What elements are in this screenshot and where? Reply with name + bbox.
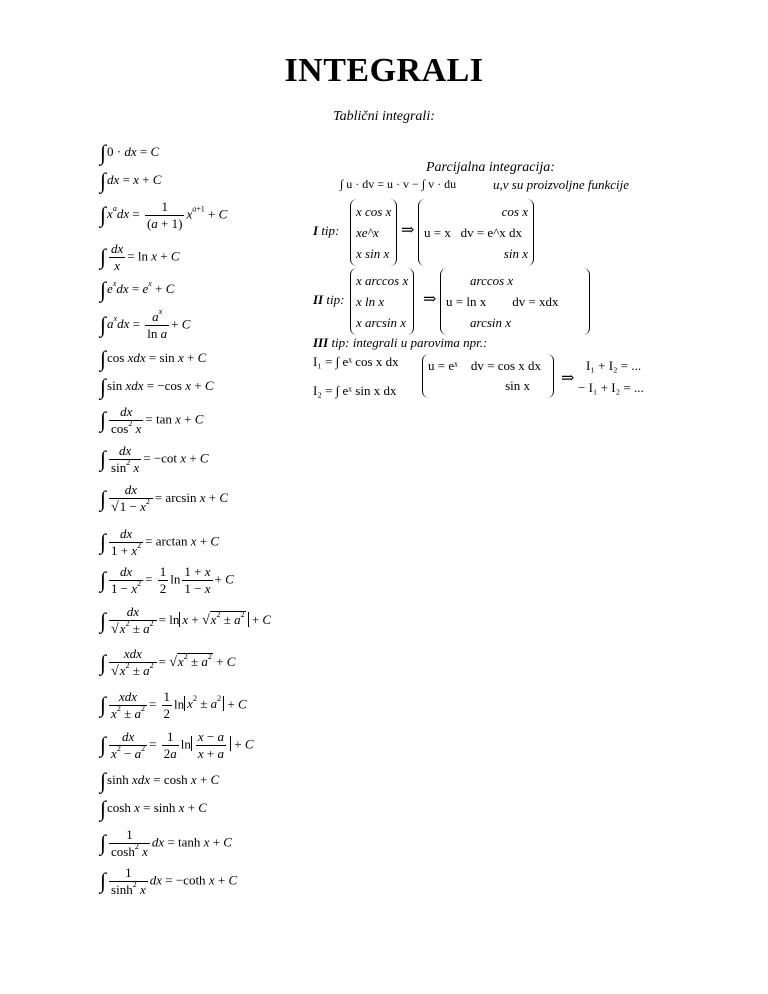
- type3-i2: I₂ = ∫ eˣ sin x dx: [313, 383, 397, 398]
- partial-formula: ∫ u · dv = u · v − ∫ v · du: [340, 177, 457, 191]
- type3-i1: I₁ = ∫ eˣ cos x dx: [313, 354, 399, 369]
- type3-label: III tip: integrali u parovima npr.:: [313, 335, 488, 350]
- type2-arrow: ⇒: [423, 291, 437, 308]
- type2-label: II tip:: [313, 292, 345, 307]
- type2-left-1: x ln x: [356, 294, 385, 309]
- integral-15: ∫ $\frac{\text{xdx}}{√x^2 \pm a^2}$ = $√x^2 \pm a^2 + C$: [100, 646, 236, 679]
- integral-1: ∫0 · dx = C: [100, 140, 160, 165]
- type1-u: u = x: [424, 225, 451, 240]
- integral-12: ∫ $\frac{dx}{1 + x^2}$ = arctan x + C: [100, 526, 220, 558]
- type1-left-2: x sin x: [356, 246, 390, 261]
- integral-7: ∫cos xdx = sin x + C: [100, 346, 207, 371]
- type1-right-brace: cos x u = x dv = e^x dx sin x: [418, 199, 534, 266]
- integral-14: ∫ $\frac{dx}{√x^2 \pm a^2}$ = $\ln x + √x^2 \pm a^2 + C$: [100, 604, 272, 637]
- type1-label: I tip:: [313, 223, 340, 238]
- integral-2: ∫dx = x + C: [100, 168, 162, 193]
- integral-5: $\int e^xdx = e^x + C$: [100, 277, 175, 302]
- integral-11: ∫ $\frac{dx}{√1 - x^2}$ = arcsin x + C: [100, 482, 229, 515]
- type3-u: u = eˣ: [428, 358, 458, 373]
- integral-4: ∫ $\frac{dx}{x}$ = ln x + C: [100, 241, 180, 273]
- partial-note: u,v su proizvoljne funkcije: [493, 177, 629, 192]
- type2-right-brace: arccos x u = ln x dv = xdx arcsin x: [440, 268, 590, 335]
- integral-9: ∫ $\frac{dx}{\cos^2 x}$ = tan x + C: [100, 404, 204, 436]
- type1-arrow: ⇒: [401, 222, 415, 239]
- type2-dv: dv = xdx: [512, 294, 559, 309]
- type3-dv: dv = cos x dx: [470, 358, 542, 373]
- type3-r2: − I₁ + I₂ = ...: [578, 380, 644, 395]
- type2-left-0: x arccos x: [356, 273, 409, 288]
- integral-16: ∫ $\frac{\text{xdx}}{x^2 \pm a^2}$ = $\frac{1}{2}$ $\ln x^2 \pm a^2 + C$: [100, 689, 247, 721]
- integral-10: ∫ $\frac{dx}{\sin^2 x}$ = −cot x + C: [100, 443, 209, 475]
- integral-8: ∫sin xdx = −cos x + C: [100, 374, 214, 399]
- type1-left-1: xe^x: [356, 225, 379, 240]
- integral-20: ∫ $\frac{1}{\cosh^2 x}$ dx = tanh x + C: [100, 827, 232, 859]
- type2-left-2: x arcsin x: [356, 315, 407, 330]
- page-subtitle: Tablični integrali:: [333, 109, 435, 124]
- integral-21: ∫ $\frac{1}{\sinh^2 x}$ dx = −coth x + C: [100, 865, 238, 897]
- integral-13: ∫ $\frac{dx}{1 - x^2}$ = $\frac{1}{2}$ ln $\frac{1 + x}{1 - x}$ + C: [100, 564, 234, 596]
- integral-17: ∫ $\frac{dx}{x^2 - a^2}$ = $\frac{1}{2a}$ ln $\frac{x - a}{x + a}$ + C: [100, 729, 254, 761]
- type3-arrow: ⇒: [561, 370, 575, 387]
- type1-left-brace: [350, 199, 397, 266]
- integral-18: ∫sinh xdx = cosh x + C: [100, 768, 220, 793]
- integral-6: $\int a^xdx$ = $\frac{a^x}{\text{ln a}}$ + C: [100, 307, 191, 341]
- partial-heading: Parcijalna integracija:: [426, 160, 555, 175]
- integral-19: ∫cosh x = sinh x + C: [100, 796, 207, 821]
- type2-u: u = ln x: [446, 294, 487, 309]
- type1-left-0: x cos x: [356, 204, 392, 219]
- type3-r1: I₁ + I₂ = ...: [586, 358, 642, 373]
- type2-left-brace: [350, 268, 414, 335]
- type3-dv2: sin x: [505, 378, 530, 393]
- page-title: INTEGRALI: [284, 52, 484, 89]
- integral-3: $\int x^adx$ = $\frac{1}{(a + 1)}$ $x^{a+1} + C$: [100, 199, 228, 231]
- type1-dv: dv = e^x dx: [460, 225, 523, 240]
- type3-brace: [422, 354, 554, 398]
